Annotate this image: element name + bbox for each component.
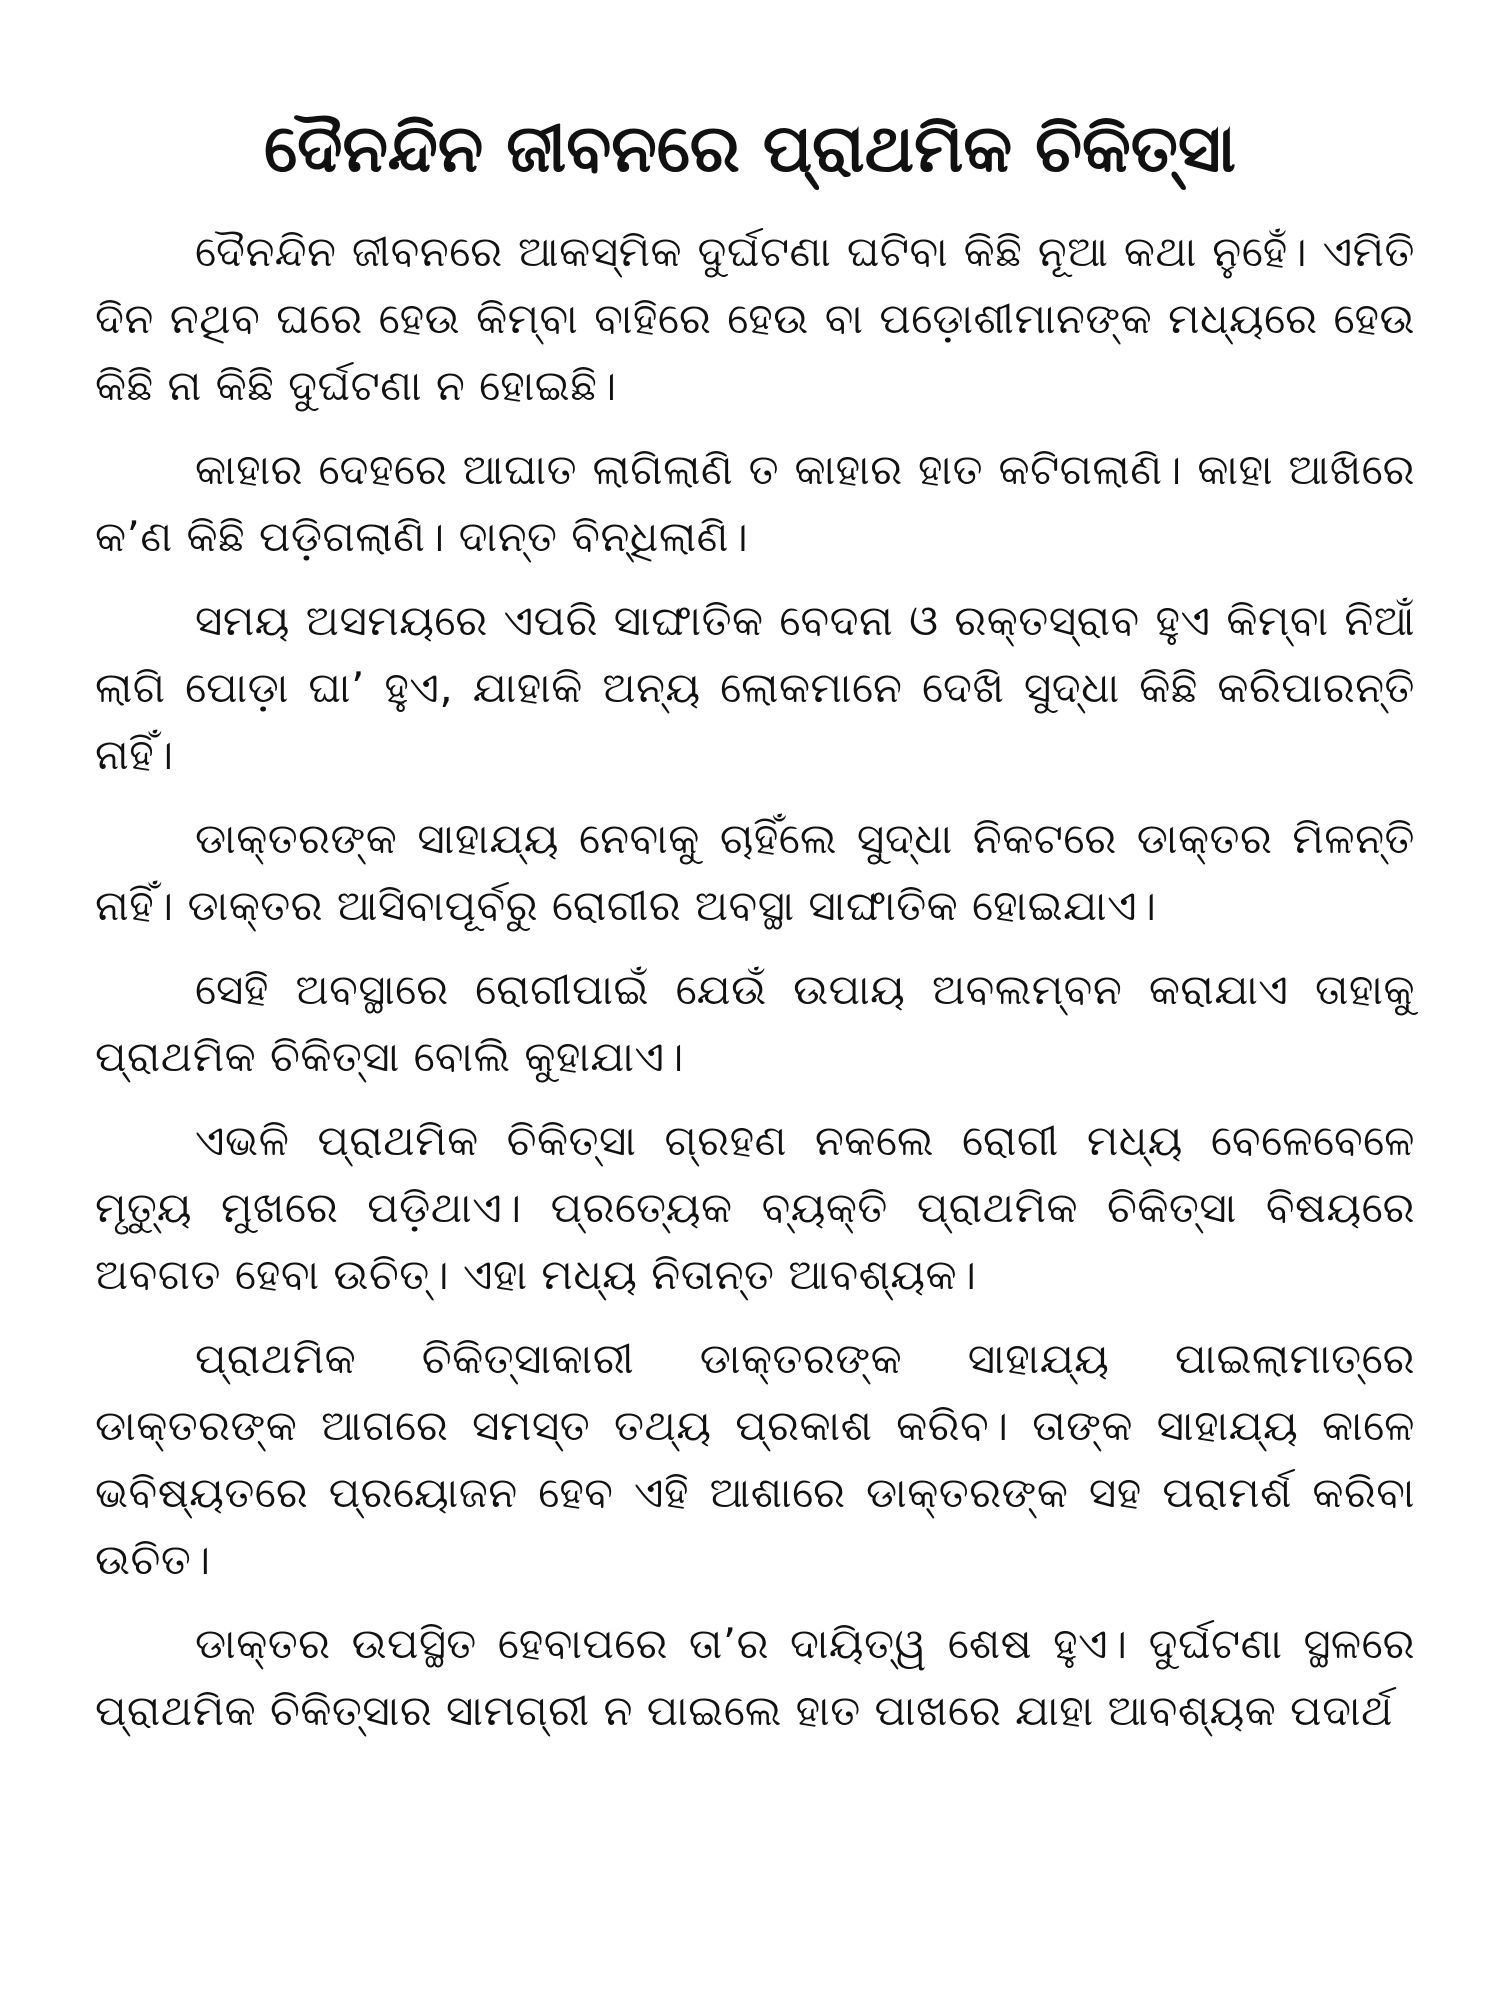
paragraph-7: ପ୍ରାଥମିକ ଚିକିତ୍ସାକାରୀ ଡାକ୍ତରଙ୍କ ସାହାଯ୍ୟ ପାଇଲାମାତ୍ରେ ଡାକ୍ତରଙ୍କ ଆଗରେ ସମସ୍ତ ତଥ୍ୟ ପ୍ରକାଶ କରିବ। ତାଙ୍କ ସାହାଯ୍ୟ କାଳେ ଭବିଷ୍ୟତରେ ପ୍ରୟୋଜନ ହେବ ଏହି ଆଶାରେ ଡାକ୍ତରଙ୍କ ସହ ପରାମର୍ଶ କରିବା ଉଚିତ। xyxy=(95,1334,1415,1584)
document-body xyxy=(95,218,1415,1761)
paragraph-1: ଦୈନନ୍ଦିନ ଜୀବନରେ ଆକସ୍ମିକ ଦୁର୍ଘଟଣା ଘଟିବା କିଛି ନୂଆ କଥା ନୁହେଁ। ଏମିତି ଦିନ ନଥିବ ଘରେ ହେଉ କିମ୍ବା ବାହିରେ ହେଉ ବା ପଡ଼ୋଶୀମାନଙ୍କ ମଧ୍ୟରେ ହେଉ କିଛି ନା କିଛି ଦୁର୍ଘଟଣା ନ ହୋଇଛି। xyxy=(95,227,1415,410)
paragraph-5: ସେହି ଅବସ୍ଥାରେ ରୋଗୀପାଇଁ ଯେଉଁ ଉପାୟ ଅବଲମ୍ବନ କରାଯାଏ ତାହାକୁ ପ୍ରାଥମିକ ଚିକିତ୍ସା ବୋଲି କୁହାଯାଏ। xyxy=(95,965,1415,1081)
paragraph-8: ଡାକ୍ତର ଉପସ୍ଥିତ ହେବାପରେ ତା’ର ଦାୟିତ୍ୱ ଶେଷ ହୁଏ। ଦୁର୍ଘଟଣା ସ୍ଥଳରେ ପ୍ରାଥମିକ ଚିକିତ୍ସାର ସାମଗ୍ରୀ ନ ପାଇଲେ ହାତ ପାଖରେ ଯାହା ଆବଶ୍ୟକ ପଦାର୍ଥ xyxy=(95,1619,1415,1735)
paragraph-6: ଏଭଳି ପ୍ରାଥମିକ ଚିକିତ୍ସା ଗ୍ରହଣ ନକଲେ ରୋଗୀ ମଧ୍ୟ ବେଳେବେଳେ ମୃତ୍ୟୁ ମୁଖରେ ପଡ଼ିଥାଏ। ପ୍ରତ୍ୟେକ ବ୍ୟକ୍ତି ପ୍ରାଥମିକ ଚିକିତ୍ସା ବିଷୟରେ ଅବଗତ ହେବା ଉଚିତ୍। ଏହା ମଧ୍ୟ ନିତାନ୍ତ ଆବଶ୍ୟକ। xyxy=(95,1116,1415,1299)
paragraph-3: ସମୟ ଅସମୟରେ ଏପରି ସାଙ୍ଘାତିକ ବେଦନା ଓ ରକ୍ତସ୍ରାବ ହୁଏ କିମ୍ବା ନିଆଁ ଲାଗି ପୋଡ଼ା ଘା’ ହୁଏ, ଯାହାକି ଅନ୍ୟ ଲୋକମାନେ ଦେଖି ସୁଦ୍ଧା କିଛି କରିପାରନ୍ତି ନାହିଁ। xyxy=(95,596,1415,779)
page-title: ଦୈନନ୍ଦିନ ଜୀବନରେ ପ୍ରାଥମିକ ଚିକିତ୍ସା xyxy=(264,110,1236,187)
paragraph-4: ଡାକ୍ତରଙ୍କ ସାହାଯ୍ୟ ନେବାକୁ ଚାହିଁଲେ ସୁଦ୍ଧା ନିକଟରେ ଡାକ୍ତର ମିଳନ୍ତି ନାହିଁ। ଡାକ୍ତର ଆସିବାପୂର୍ବରୁ ରୋଗୀର ଅବସ୍ଥା ସାଙ୍ଘାତିକ ହୋଇଯାଏ। xyxy=(95,814,1415,930)
paragraph-2: କାହାର ଦେହରେ ଆଘାତ ଲାଗିଲାଣି ତ କାହାର ହାତ କଟିଗଲାଣି। କାହା ଆଖିରେ କ’ଣ କିଛି ପଡ଼ିଗଲାଣି। ଦାନ୍ତ ବିନ୍ଧିଲାଣି। xyxy=(95,445,1415,561)
